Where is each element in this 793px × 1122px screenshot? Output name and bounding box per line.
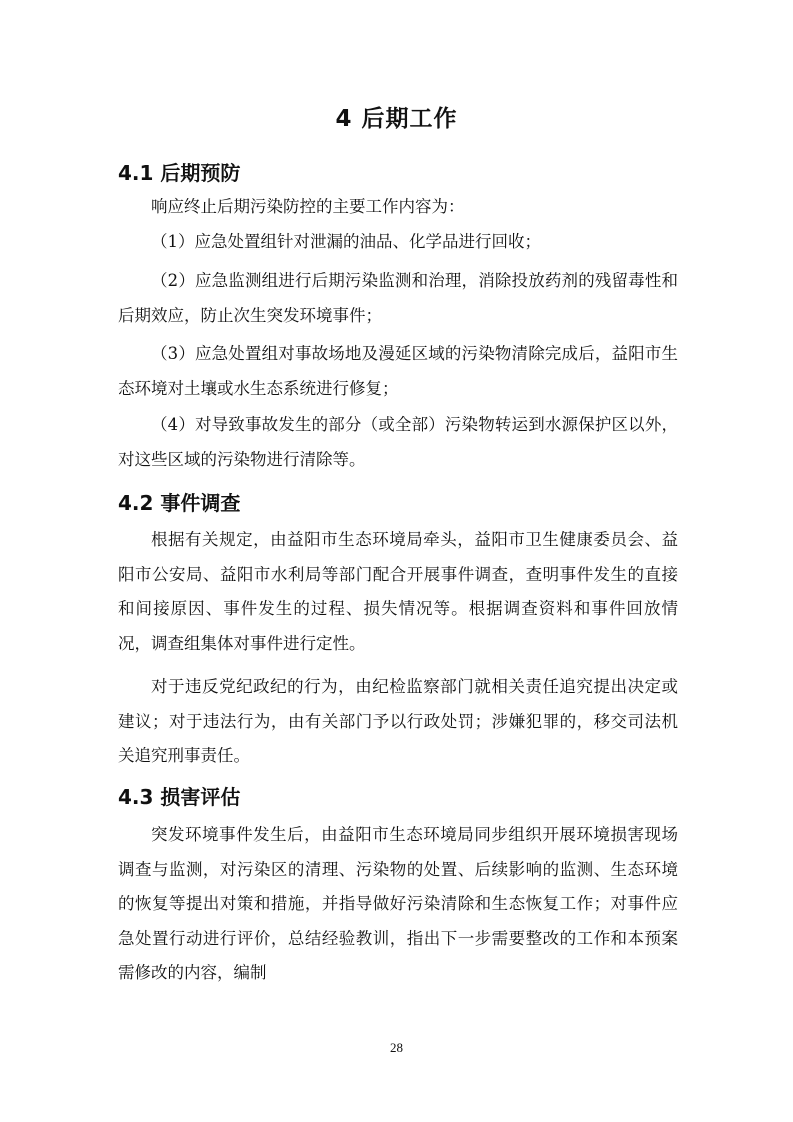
page-number: 28 bbox=[390, 1040, 403, 1055]
section-heading-4-3: 4.3 损害评估 bbox=[118, 785, 241, 809]
paragraph: 对于违反党纪政纪的行为，由纪检监察部门就相关责任追究提出决定或建议；对于违法行为，由有关部门予以行政处罚；涉嫌犯罪的，移交司法机关追究刑事责任。 bbox=[118, 677, 678, 765]
paragraph: 突发环境事件发生后，由益阳市生态环境局同步组织开展环境损害现场调查与监测，对污染区的清理、污染物的处置、后续影响的监测、生态环境的恢复等提出对策和措施，并指导做好污染清除和生态恢复工作；对事件应急处置行动进行评价，总结经验教训，指出下一步需要整改的工作和本预案需修改的内容，编制 bbox=[118, 825, 678, 982]
paragraph: （3）应急处置组对事故场地及漫延区域的污染物清除完成后，益阳市生态环境对土壤或水生态系统进行修复； bbox=[118, 344, 678, 398]
paragraph: （1）应急处置组针对泄漏的油品、化学品进行回收； bbox=[151, 232, 541, 251]
paragraph: 根据有关规定，由益阳市生态环境局牵头，益阳市卫生健康委员会、益阳市公安局、益阳市水利局等部门配合开展事件调查，查明事件发生的直接和间接原因、事件发生的过程、损失情况等。根据调查资料和事件回放情况，调查组集体对事件进行定性。 bbox=[118, 530, 678, 653]
page-title: 4 后期工作 bbox=[335, 106, 458, 132]
paragraph: （4）对导致事故发生的部分（或全部）污染物转运到水源保护区以外，对这些区域的污染物进行清除等。 bbox=[118, 415, 678, 469]
paragraph: 响应终止后期污染防控的主要工作内容为： bbox=[151, 197, 465, 216]
paragraph: （2）应急监测组进行后期污染监测和治理，消除投放药剂的残留毒性和后期效应，防止次生突发环境事件； bbox=[118, 271, 678, 325]
section-heading-4-1: 4.1 后期预防 bbox=[118, 161, 241, 185]
section-heading-4-2: 4.2 事件调查 bbox=[118, 491, 241, 515]
